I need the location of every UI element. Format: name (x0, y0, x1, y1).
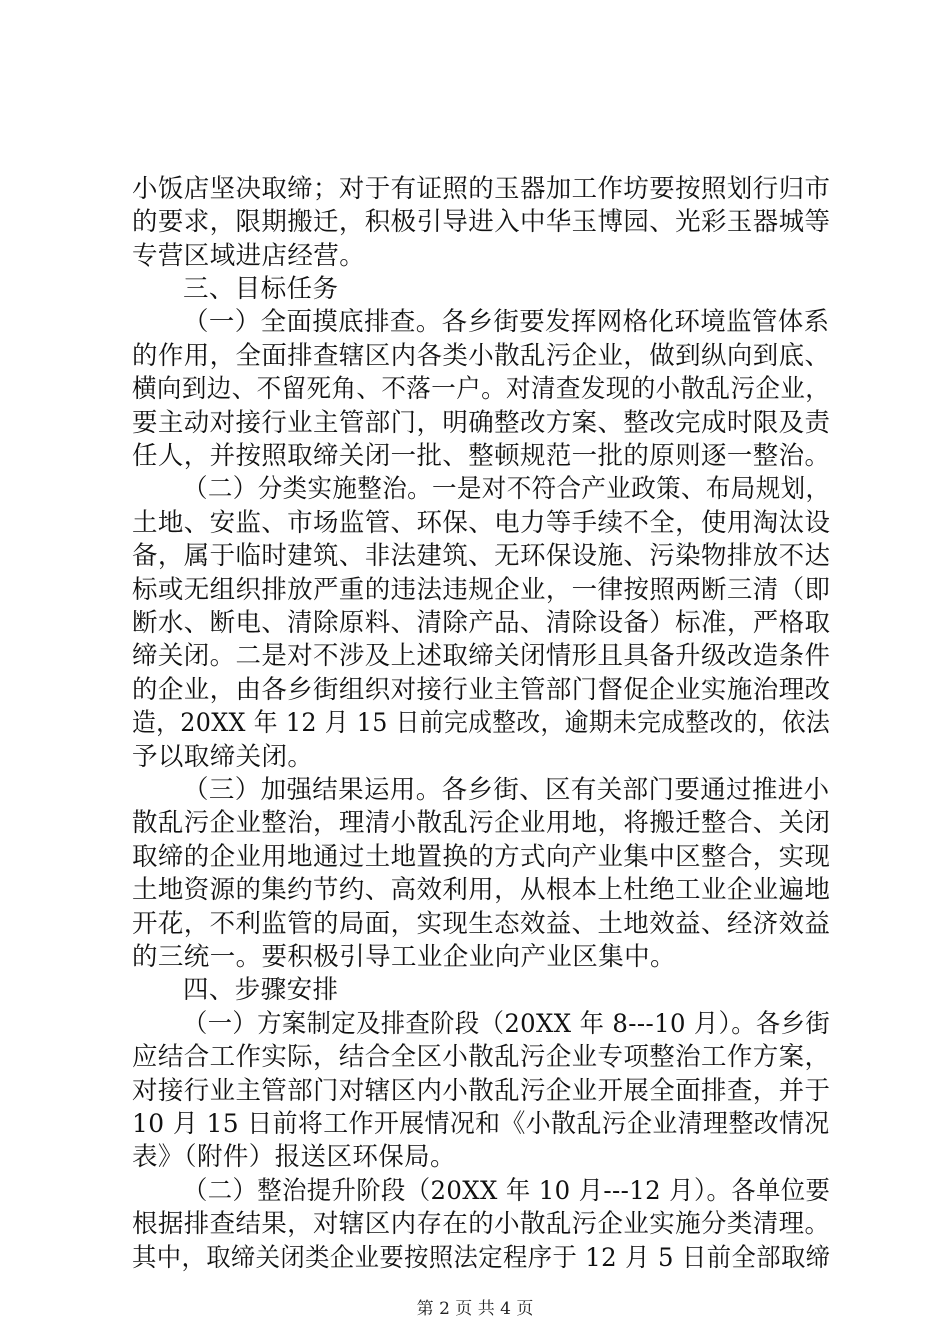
text-line: 的企业，由各乡街组织对接行业主管部门督促企业实施治理改 (132, 675, 831, 705)
section-heading: 四、步骤安排 (183, 975, 339, 1005)
text-line: 对接行业主管部门对辖区内小散乱污企业开展全面排查，并于 (132, 1076, 831, 1106)
text-line: （二）整治提升阶段（20XX 年 10 月---12 月）。各单位要 (183, 1176, 831, 1206)
text-line: 的三统一。要积极引导工业企业向产业区集中。 (132, 942, 676, 972)
text-line: 土地资源的集约节约、高效利用，从根本上杜绝工业企业遍地 (132, 875, 831, 905)
text-line: 根据排查结果，对辖区内存在的小散乱污企业实施分类清理。 (132, 1209, 831, 1239)
text-line: 予以取缔关闭。 (132, 742, 314, 772)
text-line: 标或无组织排放严重的违法违规企业，一律按照两断三清（即 (132, 575, 831, 605)
text-line: 的要求，限期搬迁，积极引导进入中华玉博园、光彩玉器城等 (132, 207, 831, 237)
text-line: （一）方案制定及排查阶段（20XX 年 8---10 月）。各乡街 (183, 1009, 831, 1039)
text-line: （一）全面摸底排查。各乡街要发挥网格化环境监管体系 (183, 307, 830, 337)
text-line: 10 月 15 日前将工作开展情况和《小散乱污企业清理整改情况 (132, 1109, 830, 1139)
text-line: 散乱污企业整治，理清小散乱污企业用地，将搬迁整合、关闭 (132, 808, 831, 838)
text-line: 造，20XX 年 12 月 15 日前完成整改，逾期未完成整改的，依法 (132, 708, 831, 738)
text-line: 任人，并按照取缔关闭一批、整顿规范一批的原则逐一整治。 (132, 441, 831, 471)
text-line: 应结合工作实际，结合全区小散乱污企业专项整治工作方案， (132, 1042, 831, 1072)
text-line: 缔关闭。二是对不涉及上述取缔关闭情形且具备升级改造条件 (132, 641, 831, 671)
text-line: 土地、安监、市场监管、环保、电力等手续不全，使用淘汰设 (132, 508, 831, 538)
text-line: 其中，取缔关闭类企业要按照法定程序于 12 月 5 日前全部取缔 (132, 1243, 831, 1273)
text-line: 要主动对接行业主管部门，明确整改方案、整改完成时限及责 (132, 408, 831, 438)
text-line: 表》（附件）报送区环保局。 (132, 1142, 456, 1172)
text-line: 小饭店坚决取缔；对于有证照的玉器加工作坊要按照划行归市 (132, 174, 831, 204)
text-line: 的作用，全面排查辖区内各类小散乱污企业，做到纵向到底、 (132, 341, 831, 371)
text-line: 断水、断电、清除原料、清除产品、清除设备）标准，严格取 (132, 608, 831, 638)
text-line: 取缔的企业用地通过土地置换的方式向产业集中区整合，实现 (132, 842, 831, 872)
text-line: （三）加强结果运用。各乡街、区有关部门要通过推进小 (183, 775, 830, 805)
page-number-footer: 第 2 页 共 4 页 (416, 1299, 534, 1319)
text-line: （二）分类实施整治。一是对不符合产业政策、布局规划， (183, 474, 831, 504)
text-line: 横向到边、不留死角、不落一户。对清查发现的小散乱污企业， (132, 374, 831, 404)
text-line: 开花，不利监管的局面，实现生态效益、土地效益、经济效益 (132, 909, 831, 939)
text-line: 备，属于临时建筑、非法建筑、无环保设施、污染物排放不达 (132, 541, 831, 571)
text-line: 专营区域进店经营。 (132, 241, 366, 271)
section-heading: 三、目标任务 (183, 274, 339, 304)
